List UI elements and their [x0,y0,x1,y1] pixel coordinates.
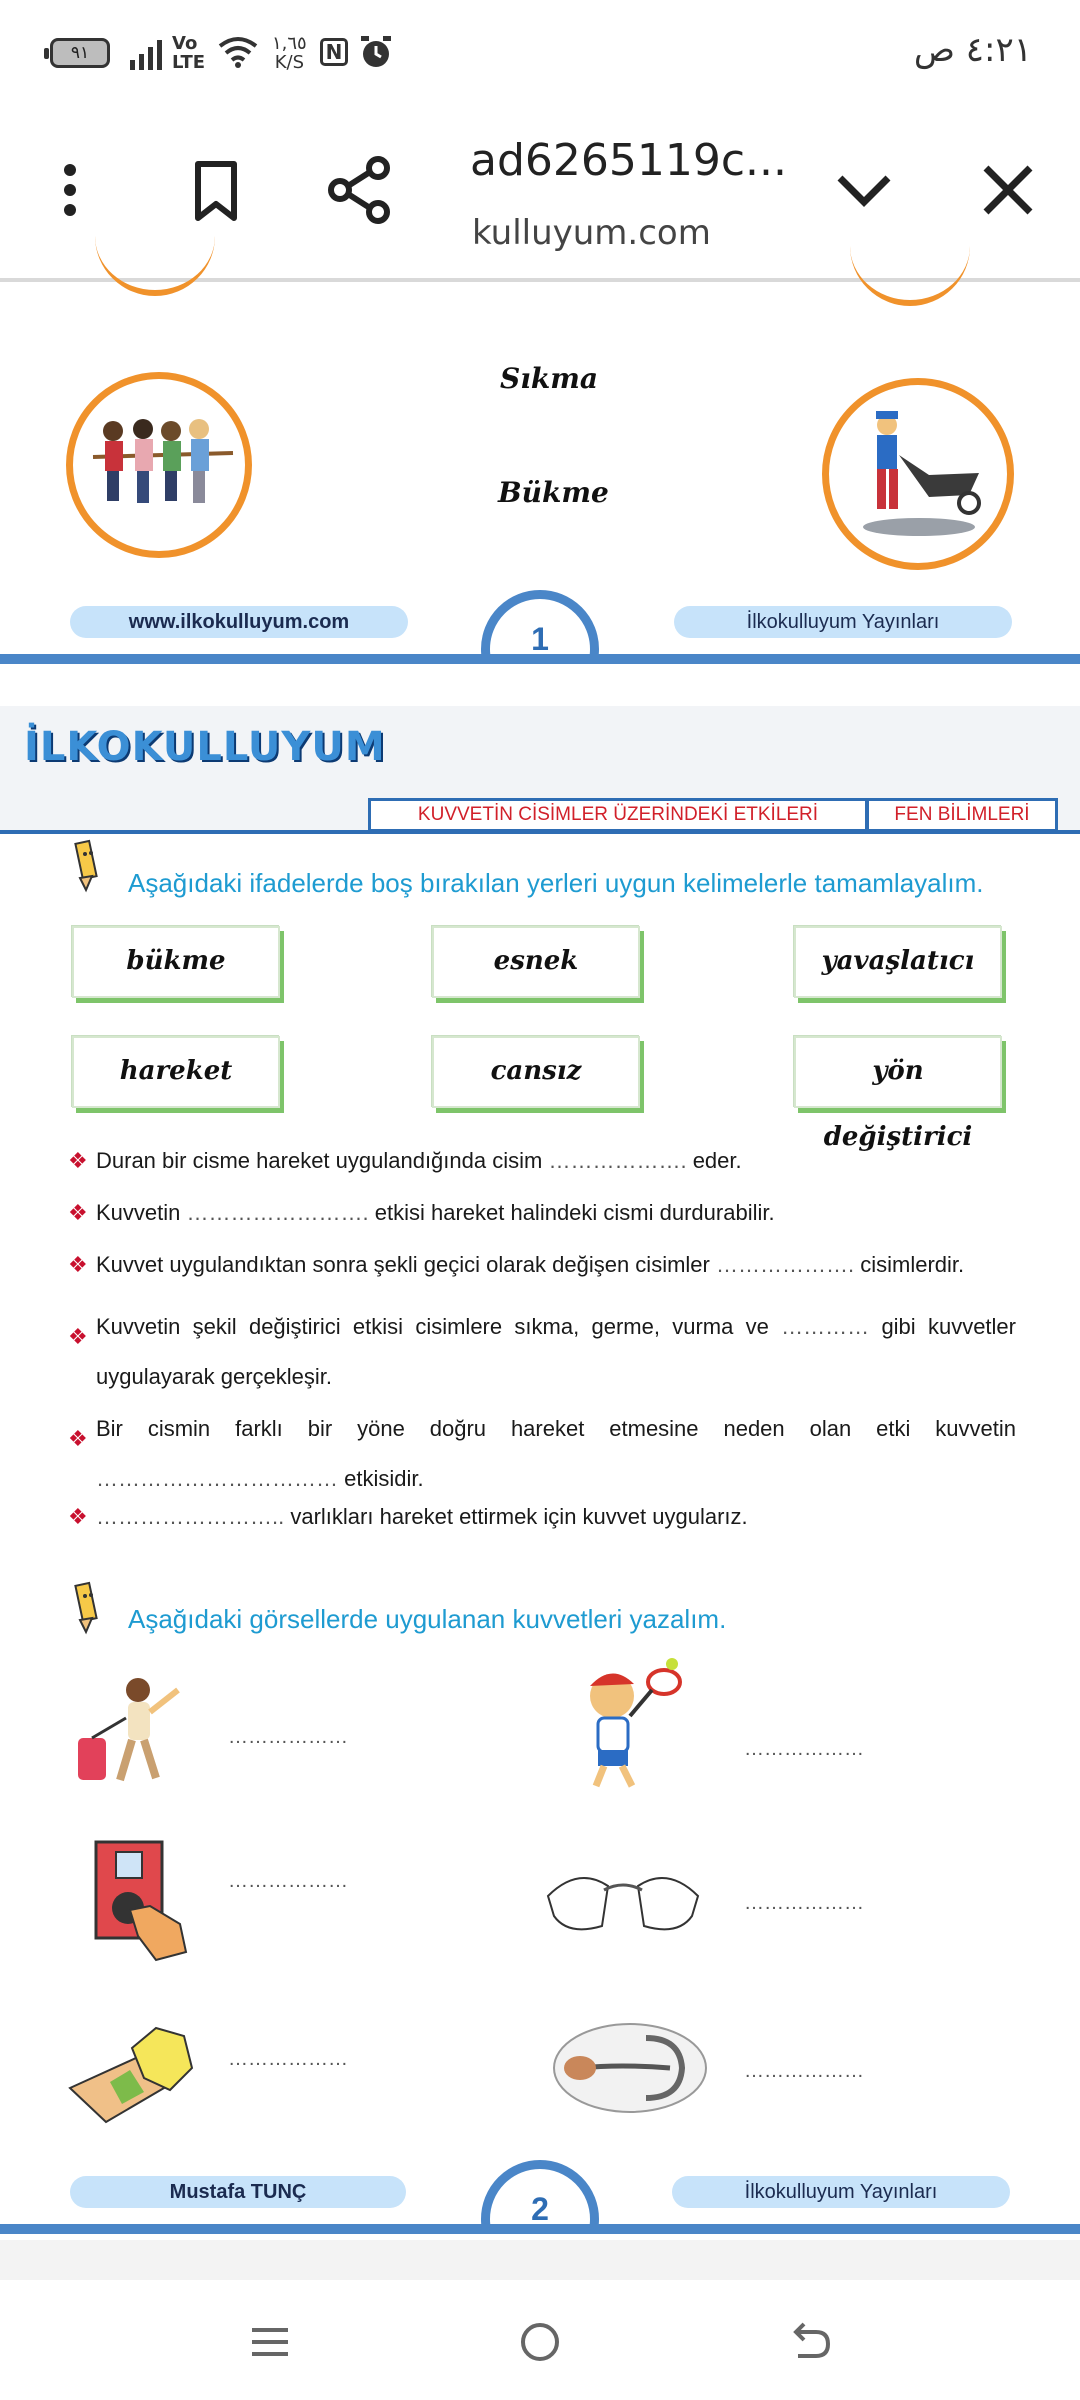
worksheet-area [0,282,1080,2282]
crumpling-paper-image [66,2018,206,2130]
girl-suitcase-image [70,1668,190,1792]
word-bukme: Bükme [498,476,609,509]
signal-icon [130,36,166,70]
press-button-image [90,1836,200,1966]
answer-blank[interactable]: ……………… [744,1892,864,1914]
word-card-hareket: hareket [72,1036,280,1108]
word-card-esnek: esnek [432,926,640,998]
close-icon[interactable] [968,150,1048,230]
instruction-write-forces: Aşağıdaki görsellerde uygulanan kuvvetleri yazalım. [128,1604,727,1634]
footer-author: Mustafa TUNÇ [70,2176,406,2208]
word-card-cansiz: cansız [432,1036,640,1108]
page-divider [0,654,1080,664]
more-vert-icon[interactable] [30,150,110,230]
instruction-fill-blanks: Aşağıdaki ifadelerde boş bırakılan yerleri uygun kelimelerle tamamlayalım. [128,868,984,898]
page-number-wrap [478,2160,602,2224]
page-divider [0,2224,1080,2234]
wheelbarrow-image [822,378,1014,570]
list-item: ❖ Duran bir cisme hareket uygulandığında cisim ………………. eder. [96,1146,1016,1176]
word-card-yavaslatici: yavaşlatıcı [794,926,1002,998]
wifi-icon [218,36,258,68]
header-subject: FEN BİLİMLERİ [866,798,1058,832]
tennis-boy-image [560,1656,690,1796]
answer-blank[interactable]: ……………… [228,2048,348,2070]
list-item: ❖ Kuvvetin ……………………. etkisi hareket halindeki cismi durdurabilir. [96,1198,1016,1228]
answer-blank[interactable]: ……………… [744,1738,864,1760]
page-number-wrap [478,590,602,654]
pencil-icon [66,1578,104,1636]
word-sikma: Sıkma [500,362,599,395]
word-card-bukme: bükme [72,926,280,998]
diamond-bullet-icon: ❖ [68,1504,88,1529]
list-item: ❖ Bir cismin farklı bir yöne doğru hareket etmesine neden olan etki kuvvetin …………………………… etkisidir. [68,1416,1016,1491]
page-gap [0,2240,1080,2280]
nfc-icon: N [320,38,348,66]
page-title: ad6265119c... [470,135,788,186]
footer-publisher: İlkokulluyum Yayınları [674,606,1012,638]
system-nav-bar [0,2280,1080,2400]
battery-indicator: ٩١ [50,38,110,68]
answer-blank[interactable]: ……………… [228,1726,348,1748]
page-number: 2 [481,2160,599,2224]
answer-blank[interactable]: ……………… [744,2060,864,2082]
clock: ٤:٢١ ص [913,30,1032,70]
footer-publisher: İlkokulluyum Yayınları [672,2176,1010,2208]
diamond-bullet-icon: ❖ [68,1426,88,1451]
net-speed: ١,٦٥ K/S [272,33,307,73]
header-underline [0,830,1080,834]
diamond-bullet-icon: ❖ [68,1252,88,1277]
diamond-bullet-icon: ❖ [68,1324,88,1349]
stretching-hands-image [538,1846,708,1956]
url-text[interactable]: kulluyum.com [472,213,711,253]
pencil-icon [66,836,104,894]
bending-wire-image [550,2018,710,2118]
bookmark-icon[interactable] [176,150,256,230]
diamond-bullet-icon: ❖ [68,1148,88,1173]
page-number: 1 [481,590,599,654]
footer-website: www.ilkokulluyum.com [70,606,408,638]
header-topic: KUVVETİN CİSİMLER ÜZERİNDEKİ ETKİLERİ [368,798,868,832]
answer-blank[interactable]: ……………… [228,1870,348,1892]
tug-of-war-image [66,372,252,558]
diamond-bullet-icon: ❖ [68,1200,88,1225]
chevron-down-icon[interactable] [824,150,904,230]
share-icon[interactable] [320,150,400,230]
home-icon[interactable] [516,2318,564,2366]
recent-apps-icon[interactable] [246,2318,294,2366]
list-item: ❖ …………………….. varlıkları hareket ettirmek için kuvvet uygularız. [96,1502,1016,1532]
word-card-yon-degistirici: yön değiştirici [794,1036,1002,1108]
list-item: ❖ Kuvvet uygulandıktan sonra şekli geçici olarak değişen cisimler ………………. cisimlerdir. [96,1250,1016,1280]
network-type: Vo LTE [172,33,206,73]
logo: İLKOKULLUYUM [24,724,386,770]
status-bar [0,0,1080,110]
alarm-icon [358,34,394,70]
list-item: ❖ Kuvvetin şekil değiştirici etkisi cisimlere sıkma, germe, vurma ve ………… gibi kuvvetler uygulayarak gerçekleşir. [68,1314,1016,1389]
back-icon[interactable] [786,2318,834,2366]
